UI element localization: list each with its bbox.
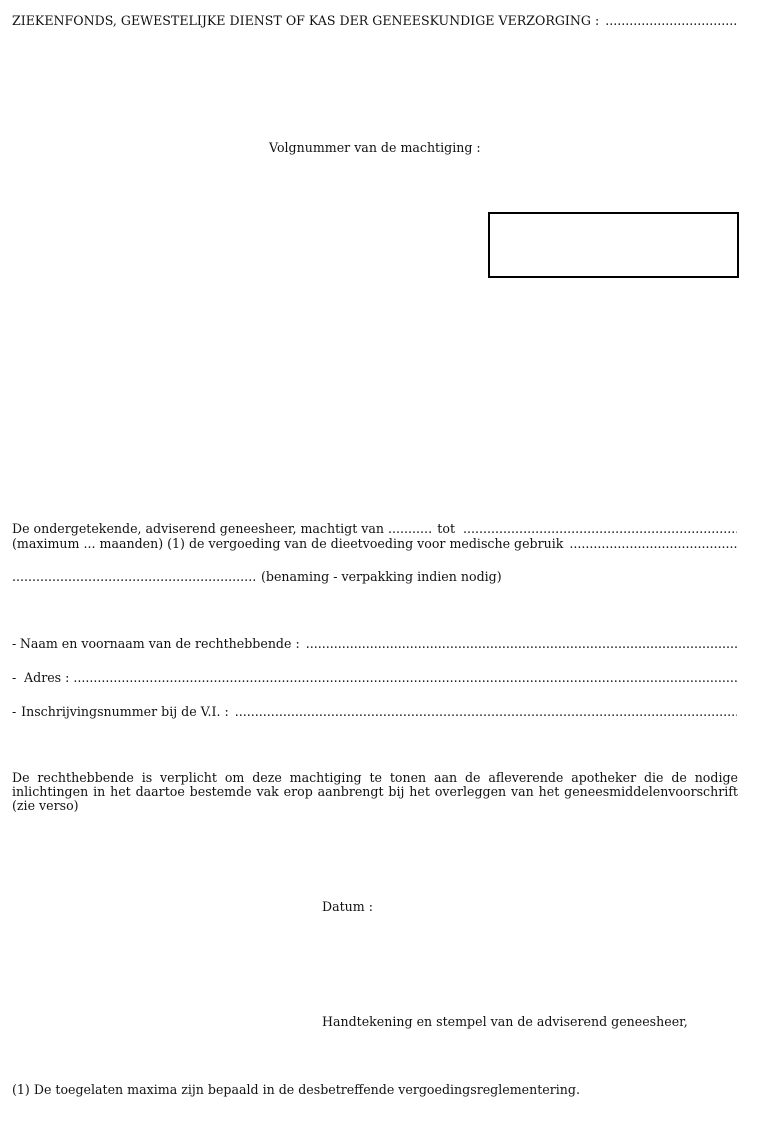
fund-line xyxy=(12,13,737,28)
name-field[interactable] xyxy=(306,636,737,651)
date-label: Datum : xyxy=(322,899,373,914)
product-hint: (benaming - verpakking indien nodig) xyxy=(261,569,502,584)
fund-dotted-field[interactable] xyxy=(605,13,737,28)
address-field[interactable] xyxy=(73,670,737,685)
statement-line-1 xyxy=(12,521,737,536)
fund-label: ZIEKENFONDS, GEWESTELIJKE DIENST OF KAS DER GENEESKUNDIGE VERZORGING : xyxy=(12,13,600,28)
name-label: Naam en voornaam van de rechthebbende : xyxy=(19,636,300,651)
bullet-dash: - xyxy=(12,636,17,651)
bullet-dash: - xyxy=(12,704,17,719)
registration-label: Inschrijvingsnummer bij de V.I. : xyxy=(21,704,229,719)
to-date-field[interactable] xyxy=(463,521,737,536)
product-name-field[interactable] xyxy=(12,569,255,584)
statement-tot: tot xyxy=(437,521,456,536)
statement-part2: (maximum ... maanden) (1) de vergoeding van de dieetvoeding voor medische gebruik xyxy=(12,536,564,551)
bullet-dash: - xyxy=(12,670,17,685)
address-line xyxy=(12,670,737,685)
registration-field[interactable] xyxy=(235,704,737,719)
statement-part1: De ondergetekende, adviserend geneesheer, machtigt van xyxy=(12,521,385,536)
authorization-number-label: Volgnummer van de machtiging : xyxy=(269,140,481,155)
notice-paragraph: De rechthebbende is verplicht om deze machtiging te tonen aan de afleverende apotheker die de nodige inlichtingen in het daartoe bestemde vak erop aanbrengt bij het overleggen van het geneesmiddelenvoorschrift (zie verso) xyxy=(12,770,738,813)
address-label: Adres : xyxy=(24,670,70,685)
statement-line-2 xyxy=(12,536,737,551)
footnote: (1) De toegelaten maxima zijn bepaald in de desbetreffende vergoedingsreglementering. xyxy=(12,1082,580,1097)
name-line xyxy=(12,636,737,651)
from-date-field[interactable] xyxy=(388,521,433,536)
product-line xyxy=(12,569,737,584)
signature-label: Handtekening en stempel van de adviserend geneesheer, xyxy=(322,1014,688,1029)
registration-line xyxy=(12,704,737,719)
diet-food-field[interactable] xyxy=(569,536,737,551)
authorization-number-box[interactable] xyxy=(488,212,739,278)
